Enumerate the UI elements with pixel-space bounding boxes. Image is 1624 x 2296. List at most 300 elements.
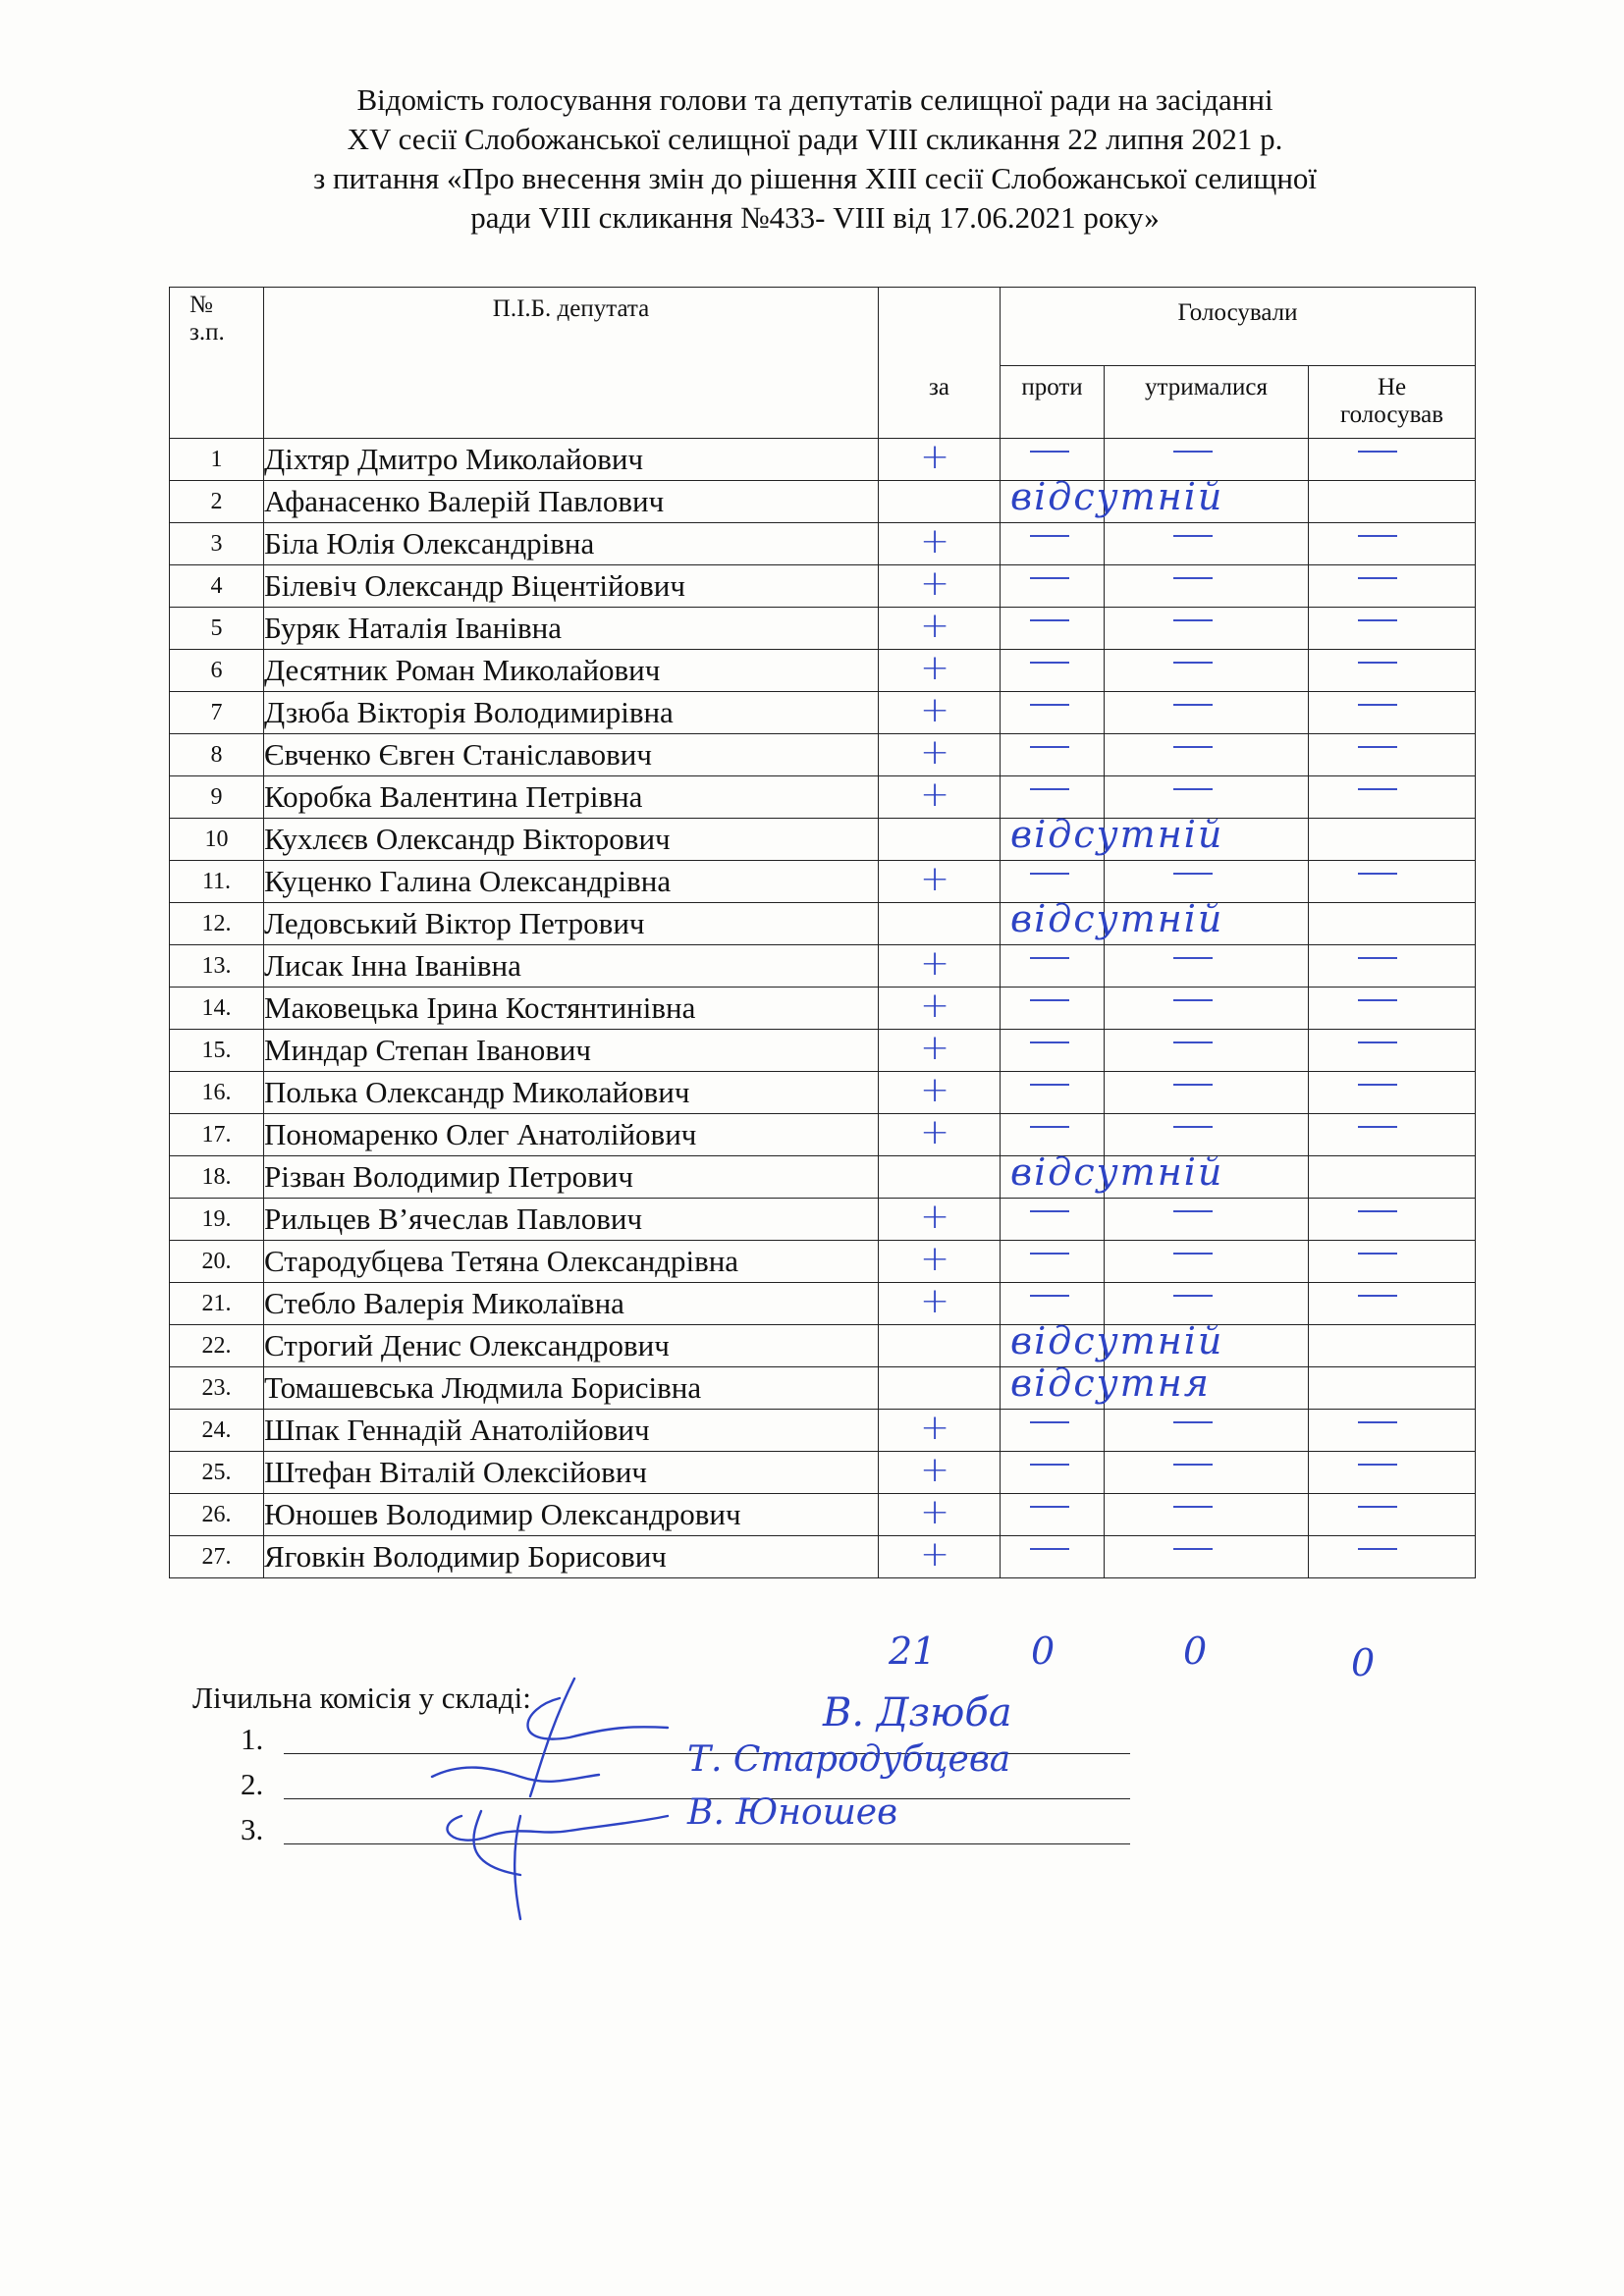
deputy-name: Коробка Валентина Петрівна xyxy=(264,776,879,819)
vote-not-voted-cell xyxy=(1309,776,1476,819)
signature-name-1: В. Дзюба xyxy=(823,1690,1012,1735)
dash-mark xyxy=(1030,1210,1069,1212)
vote-for-cell xyxy=(879,1072,1001,1114)
vote-for-cell xyxy=(879,1199,1001,1241)
title-line-3: з питання «Про внесення змін до рішення XIII сесії Слобожанської селищної xyxy=(312,161,1318,195)
dash-mark xyxy=(1173,704,1213,706)
signature-name-2: Т. Стародубцева xyxy=(687,1739,1011,1780)
dash-mark xyxy=(1030,1421,1069,1423)
deputy-name: Буряк Наталія Іванівна xyxy=(264,608,879,650)
document-title xyxy=(157,80,1473,238)
vote-against-cell xyxy=(1001,734,1105,776)
table-row xyxy=(170,819,1476,861)
vote-for-cell xyxy=(879,734,1001,776)
row-number: 27. xyxy=(170,1536,264,1578)
row-number: 26. xyxy=(170,1494,264,1536)
vote-abstained-cell xyxy=(1105,481,1309,523)
vote-against-cell xyxy=(1001,1030,1105,1072)
vote-abstained-cell xyxy=(1105,1199,1309,1241)
deputy-name: Євченко Євген Станіславович xyxy=(264,734,879,776)
vote-not-voted-cell xyxy=(1309,481,1476,523)
dash-mark xyxy=(1030,873,1069,875)
vote-for-cell xyxy=(879,523,1001,565)
dash-mark xyxy=(1030,704,1069,706)
dash-mark xyxy=(1358,619,1397,621)
dash-mark xyxy=(1358,1041,1397,1043)
dash-mark xyxy=(1173,1253,1213,1255)
vote-abstained-cell xyxy=(1105,1494,1309,1536)
table-row xyxy=(170,1241,1476,1283)
vote-for-cell xyxy=(879,650,1001,692)
plus-mark: + xyxy=(920,1028,950,1068)
vote-not-voted-cell xyxy=(1309,945,1476,988)
vote-for-cell xyxy=(879,1156,1001,1199)
dash-mark xyxy=(1358,1295,1397,1297)
vote-against-cell xyxy=(1001,1452,1105,1494)
vote-abstained-cell xyxy=(1105,1536,1309,1578)
plus-mark: + xyxy=(920,1408,950,1448)
plus-mark: + xyxy=(920,563,950,604)
vote-not-voted-cell xyxy=(1309,734,1476,776)
row-number: 24. xyxy=(170,1410,264,1452)
vote-for-cell xyxy=(879,988,1001,1030)
deputy-name: Куценко Галина Олександрівна xyxy=(264,861,879,903)
row-number: 8 xyxy=(170,734,264,776)
dash-mark xyxy=(1173,788,1213,790)
deputy-name: Дзюба Вікторія Володимирівна xyxy=(264,692,879,734)
vote-for-cell xyxy=(879,1494,1001,1536)
vote-not-voted-cell xyxy=(1309,1494,1476,1536)
signature-name-3: В. Юношев xyxy=(687,1792,898,1833)
row-number: 4 xyxy=(170,565,264,608)
vote-not-voted-cell xyxy=(1309,692,1476,734)
vote-not-voted-cell xyxy=(1309,988,1476,1030)
dash-mark xyxy=(1173,1464,1213,1466)
row-number: 13. xyxy=(170,945,264,988)
dash-mark xyxy=(1173,1084,1213,1086)
header-num: № з.п. xyxy=(170,288,264,439)
vote-for-cell xyxy=(879,776,1001,819)
dash-mark xyxy=(1030,1253,1069,1255)
deputy-name: Рильцев В’ячеслав Павлович xyxy=(264,1199,879,1241)
dash-mark xyxy=(1358,1084,1397,1086)
vote-abstained-cell xyxy=(1105,903,1309,945)
dash-mark xyxy=(1173,1506,1213,1508)
vote-abstained-cell xyxy=(1105,1072,1309,1114)
vote-not-voted-cell xyxy=(1309,1410,1476,1452)
dash-mark xyxy=(1030,1295,1069,1297)
row-number: 14. xyxy=(170,988,264,1030)
table-row xyxy=(170,1367,1476,1410)
dash-mark xyxy=(1030,788,1069,790)
total-abstained: 0 xyxy=(1183,1629,1208,1673)
plus-mark: + xyxy=(920,1492,950,1532)
absent-mark: відсутній xyxy=(1010,1150,1224,1194)
dash-mark xyxy=(1358,1253,1397,1255)
commission-num-3: 3. xyxy=(241,1812,264,1846)
table-row xyxy=(170,945,1476,988)
table-row xyxy=(170,1114,1476,1156)
dash-mark xyxy=(1358,788,1397,790)
dash-mark xyxy=(1358,1464,1397,1466)
voting-table-body xyxy=(170,439,1476,1578)
vote-not-voted-cell xyxy=(1309,1452,1476,1494)
row-number: 12. xyxy=(170,903,264,945)
dash-mark xyxy=(1030,1548,1069,1550)
table-row xyxy=(170,734,1476,776)
dash-mark xyxy=(1358,704,1397,706)
row-number: 11. xyxy=(170,861,264,903)
vote-abstained-cell xyxy=(1105,523,1309,565)
plus-mark: + xyxy=(920,732,950,773)
row-number: 2 xyxy=(170,481,264,523)
deputy-name: Біла Юлія Олександрівна xyxy=(264,523,879,565)
deputy-name: Штефан Віталій Олексійович xyxy=(264,1452,879,1494)
vote-against-cell xyxy=(1001,475,1224,523)
header-name: П.І.Б. депутата xyxy=(264,288,879,439)
vote-against-cell xyxy=(1001,1199,1105,1241)
table-row xyxy=(170,1452,1476,1494)
dash-mark xyxy=(1173,1041,1213,1043)
vote-for-cell xyxy=(879,1452,1001,1494)
table-row xyxy=(170,692,1476,734)
table-row xyxy=(170,523,1476,565)
dash-mark xyxy=(1030,535,1069,537)
vote-abstained-cell xyxy=(1105,734,1309,776)
dash-mark xyxy=(1173,577,1213,579)
commission-num-2: 2. xyxy=(241,1767,264,1801)
plus-mark: + xyxy=(920,1197,950,1237)
vote-for-cell xyxy=(879,1030,1001,1072)
dash-mark xyxy=(1030,1464,1069,1466)
deputy-name: Білевіч Олександр Віцентійович xyxy=(264,565,879,608)
vote-not-voted-cell xyxy=(1309,523,1476,565)
vote-for-cell xyxy=(879,1283,1001,1325)
vote-abstained-cell xyxy=(1105,1410,1309,1452)
table-row xyxy=(170,1030,1476,1072)
vote-for-cell xyxy=(879,1410,1001,1452)
deputy-name: Юношев Володимир Олександрович xyxy=(264,1494,879,1536)
plus-mark: + xyxy=(920,774,950,815)
deputy-name: Яговкін Володимир Борисович xyxy=(264,1536,879,1578)
dash-mark xyxy=(1030,957,1069,959)
commission-label: Лічильна комісія у складі: xyxy=(192,1681,531,1715)
dash-mark xyxy=(1358,957,1397,959)
vote-not-voted-cell xyxy=(1309,1283,1476,1325)
dash-mark xyxy=(1173,1210,1213,1212)
plus-mark: + xyxy=(920,859,950,899)
plus-mark: + xyxy=(920,1070,950,1110)
deputy-name: Різван Володимир Петрович xyxy=(264,1156,879,1199)
plus-mark: + xyxy=(920,648,950,688)
dash-mark xyxy=(1358,662,1397,664)
dash-mark xyxy=(1030,1506,1069,1508)
vote-for-cell xyxy=(879,903,1001,945)
total-not-voted: 0 xyxy=(1351,1641,1376,1684)
vote-abstained-cell xyxy=(1105,988,1309,1030)
vote-abstained-cell xyxy=(1105,1030,1309,1072)
vote-abstained-cell xyxy=(1105,945,1309,988)
deputy-name: Кухлєєв Олександр Вікторович xyxy=(264,819,879,861)
deputy-name: Полька Олександр Миколайович xyxy=(264,1072,879,1114)
table-row xyxy=(170,1156,1476,1199)
signature-scribbles xyxy=(373,1669,687,1924)
row-number: 3 xyxy=(170,523,264,565)
deputy-name: Десятник Роман Миколайович xyxy=(264,650,879,692)
plus-mark: + xyxy=(920,606,950,646)
dash-mark xyxy=(1173,1126,1213,1128)
deputy-name: Строгий Денис Олександрович xyxy=(264,1325,879,1367)
vote-against-cell xyxy=(1001,692,1105,734)
vote-not-voted-cell xyxy=(1309,1536,1476,1578)
dash-mark xyxy=(1030,746,1069,748)
absent-mark: відсутній xyxy=(1010,475,1224,518)
vote-not-voted-cell xyxy=(1309,861,1476,903)
vote-against-cell xyxy=(1001,897,1224,945)
vote-not-voted-cell xyxy=(1309,1114,1476,1156)
vote-against-cell xyxy=(1001,1494,1105,1536)
table-row xyxy=(170,1536,1476,1578)
vote-not-voted-cell xyxy=(1309,1241,1476,1283)
row-number: 20. xyxy=(170,1241,264,1283)
vote-against-cell xyxy=(1001,945,1105,988)
table-row xyxy=(170,439,1476,481)
vote-not-voted-cell xyxy=(1309,1072,1476,1114)
dash-mark xyxy=(1173,873,1213,875)
signature-stroke-1 xyxy=(528,1698,669,1739)
commission-num-1: 1. xyxy=(241,1722,264,1756)
dash-mark xyxy=(1173,535,1213,537)
dash-mark xyxy=(1030,619,1069,621)
vote-against-cell xyxy=(1001,650,1105,692)
header-not-voted: Не голосував xyxy=(1309,366,1476,439)
dash-mark xyxy=(1030,577,1069,579)
row-number: 21. xyxy=(170,1283,264,1325)
absent-mark: відсутня xyxy=(1010,1362,1211,1405)
header-blank xyxy=(879,288,1001,366)
dash-mark xyxy=(1173,1548,1213,1550)
table-row xyxy=(170,988,1476,1030)
deputy-name: Ледовський Віктор Петрович xyxy=(264,903,879,945)
plus-mark: + xyxy=(920,1239,950,1279)
vote-for-cell xyxy=(879,565,1001,608)
vote-not-voted-cell xyxy=(1309,1199,1476,1241)
vote-abstained-cell xyxy=(1105,1452,1309,1494)
deputy-name: Стародубцева Тетяна Олександрівна xyxy=(264,1241,879,1283)
deputy-name: Стебло Валерія Миколаївна xyxy=(264,1283,879,1325)
vote-abstained-cell xyxy=(1105,565,1309,608)
totals-row xyxy=(0,1629,1624,1684)
signature-stroke-4 xyxy=(448,1816,668,1841)
dash-mark xyxy=(1173,746,1213,748)
plus-mark: + xyxy=(920,1450,950,1490)
row-number: 22. xyxy=(170,1325,264,1367)
row-number: 5 xyxy=(170,608,264,650)
vote-against-cell xyxy=(1001,523,1105,565)
vote-abstained-cell xyxy=(1105,650,1309,692)
vote-for-cell xyxy=(879,1114,1001,1156)
vote-abstained-cell xyxy=(1105,608,1309,650)
table-row xyxy=(170,1199,1476,1241)
dash-mark xyxy=(1173,999,1213,1001)
vote-for-cell xyxy=(879,1241,1001,1283)
vote-abstained-cell xyxy=(1105,819,1309,861)
dash-mark xyxy=(1358,873,1397,875)
deputy-name: Шпак Геннадій Анатолійович xyxy=(264,1410,879,1452)
vote-for-cell xyxy=(879,1536,1001,1578)
vote-abstained-cell xyxy=(1105,1367,1309,1410)
vote-not-voted-cell xyxy=(1309,1325,1476,1367)
vote-for-cell xyxy=(879,481,1001,523)
vote-for-cell xyxy=(879,945,1001,988)
signature-stroke-3 xyxy=(432,1768,599,1782)
vote-not-voted-cell xyxy=(1309,439,1476,481)
deputy-name: Маковецька Ірина Костянтинівна xyxy=(264,988,879,1030)
dash-mark xyxy=(1173,619,1213,621)
vote-for-cell xyxy=(879,692,1001,734)
dash-mark xyxy=(1173,1295,1213,1297)
dash-mark xyxy=(1358,1548,1397,1550)
table-row xyxy=(170,608,1476,650)
commission-line-1 xyxy=(241,1722,282,1757)
dash-mark xyxy=(1358,577,1397,579)
vote-not-voted-cell xyxy=(1309,1156,1476,1199)
table-row xyxy=(170,903,1476,945)
header-voted: Голосували xyxy=(1001,288,1476,366)
title-line-2: XV сесії Слобожанської селищної ради VIII скликання 22 липня 2021 р. xyxy=(347,122,1283,156)
vote-against-cell xyxy=(1001,1536,1105,1578)
vote-against-cell xyxy=(1001,1410,1105,1452)
vote-for-cell xyxy=(879,608,1001,650)
vote-against-cell xyxy=(1001,988,1105,1030)
deputy-name: Миндар Степан Іванович xyxy=(264,1030,879,1072)
row-number: 17. xyxy=(170,1114,264,1156)
dash-mark xyxy=(1358,1210,1397,1212)
vote-not-voted-cell xyxy=(1309,1030,1476,1072)
table-row xyxy=(170,1494,1476,1536)
row-number: 16. xyxy=(170,1072,264,1114)
vote-against-cell xyxy=(1001,565,1105,608)
dash-mark xyxy=(1173,1421,1213,1423)
deputy-name: Діхтяр Дмитро Миколайович xyxy=(264,439,879,481)
deputy-name: Пономаренко Олег Анатолійович xyxy=(264,1114,879,1156)
row-number: 23. xyxy=(170,1367,264,1410)
header-for: за xyxy=(879,366,1001,439)
vote-against-cell xyxy=(1001,1362,1211,1410)
header-against: проти xyxy=(1001,366,1105,439)
vote-not-voted-cell xyxy=(1309,608,1476,650)
table-row xyxy=(170,1325,1476,1367)
plus-mark: + xyxy=(920,437,950,477)
row-number: 1 xyxy=(170,439,264,481)
plus-mark: + xyxy=(920,986,950,1026)
vote-not-voted-cell xyxy=(1309,1367,1476,1410)
vote-abstained-cell xyxy=(1105,692,1309,734)
vote-for-cell xyxy=(879,1325,1001,1367)
dash-mark xyxy=(1030,1041,1069,1043)
dash-mark xyxy=(1030,1084,1069,1086)
absent-mark: відсутній xyxy=(1010,897,1224,940)
dash-mark xyxy=(1173,662,1213,664)
dash-mark xyxy=(1358,1506,1397,1508)
voting-table xyxy=(169,287,1476,1578)
header-abstained: утрималися xyxy=(1105,366,1309,439)
table-row xyxy=(170,1072,1476,1114)
total-against: 0 xyxy=(1031,1629,1056,1673)
deputy-name: Афанасенко Валерій Павлович xyxy=(264,481,879,523)
vote-for-cell xyxy=(879,1367,1001,1410)
table-row xyxy=(170,776,1476,819)
row-number: 7 xyxy=(170,692,264,734)
title-line-4: ради VIII скликання №433- VIII від 17.06.2021 року» xyxy=(470,200,1160,235)
table-row xyxy=(170,650,1476,692)
row-number: 19. xyxy=(170,1199,264,1241)
vote-for-cell xyxy=(879,439,1001,481)
table-row xyxy=(170,481,1476,523)
vote-for-cell xyxy=(879,819,1001,861)
commission-line-2 xyxy=(241,1767,282,1802)
dash-mark xyxy=(1173,451,1213,453)
dash-mark xyxy=(1030,662,1069,664)
dash-mark xyxy=(1030,999,1069,1001)
dash-mark xyxy=(1358,535,1397,537)
dash-mark xyxy=(1173,957,1213,959)
absent-mark: відсутній xyxy=(1010,1319,1224,1362)
vote-for-cell xyxy=(879,861,1001,903)
row-number: 25. xyxy=(170,1452,264,1494)
plus-mark: + xyxy=(920,1281,950,1321)
commission-line-3 xyxy=(241,1812,282,1847)
row-number: 10 xyxy=(170,819,264,861)
dash-mark xyxy=(1358,746,1397,748)
vote-against-cell xyxy=(1001,1241,1105,1283)
dash-mark xyxy=(1030,1126,1069,1128)
plus-mark: + xyxy=(920,1112,950,1152)
vote-against-cell xyxy=(1001,1150,1224,1199)
signature-stroke-5 xyxy=(473,1811,520,1875)
plus-mark: + xyxy=(920,521,950,561)
plus-mark: + xyxy=(920,1534,950,1575)
absent-mark: відсутній xyxy=(1010,813,1224,856)
vote-not-voted-cell xyxy=(1309,819,1476,861)
vote-against-cell xyxy=(1001,813,1224,861)
vote-not-voted-cell xyxy=(1309,650,1476,692)
dash-mark xyxy=(1358,1421,1397,1423)
table-row xyxy=(170,1410,1476,1452)
dash-mark xyxy=(1358,451,1397,453)
table-row xyxy=(170,861,1476,903)
title-line-1: Відомість голосування голови та депутатів селищної ради на засіданні xyxy=(356,82,1273,117)
plus-mark: + xyxy=(920,943,950,984)
vote-abstained-cell xyxy=(1105,1241,1309,1283)
vote-against-cell xyxy=(1001,1072,1105,1114)
table-row xyxy=(170,565,1476,608)
row-number: 6 xyxy=(170,650,264,692)
row-number: 15. xyxy=(170,1030,264,1072)
dash-mark xyxy=(1358,999,1397,1001)
vote-abstained-cell xyxy=(1105,1156,1309,1199)
deputy-name: Томашевська Людмила Борисівна xyxy=(264,1367,879,1410)
plus-mark: + xyxy=(920,690,950,730)
row-number: 18. xyxy=(170,1156,264,1199)
table-row xyxy=(170,1283,1476,1325)
deputy-name: Лисак Інна Іванівна xyxy=(264,945,879,988)
dash-mark xyxy=(1030,451,1069,453)
total-for: 21 xyxy=(889,1629,937,1673)
vote-not-voted-cell xyxy=(1309,565,1476,608)
vote-against-cell xyxy=(1001,608,1105,650)
row-number: 9 xyxy=(170,776,264,819)
